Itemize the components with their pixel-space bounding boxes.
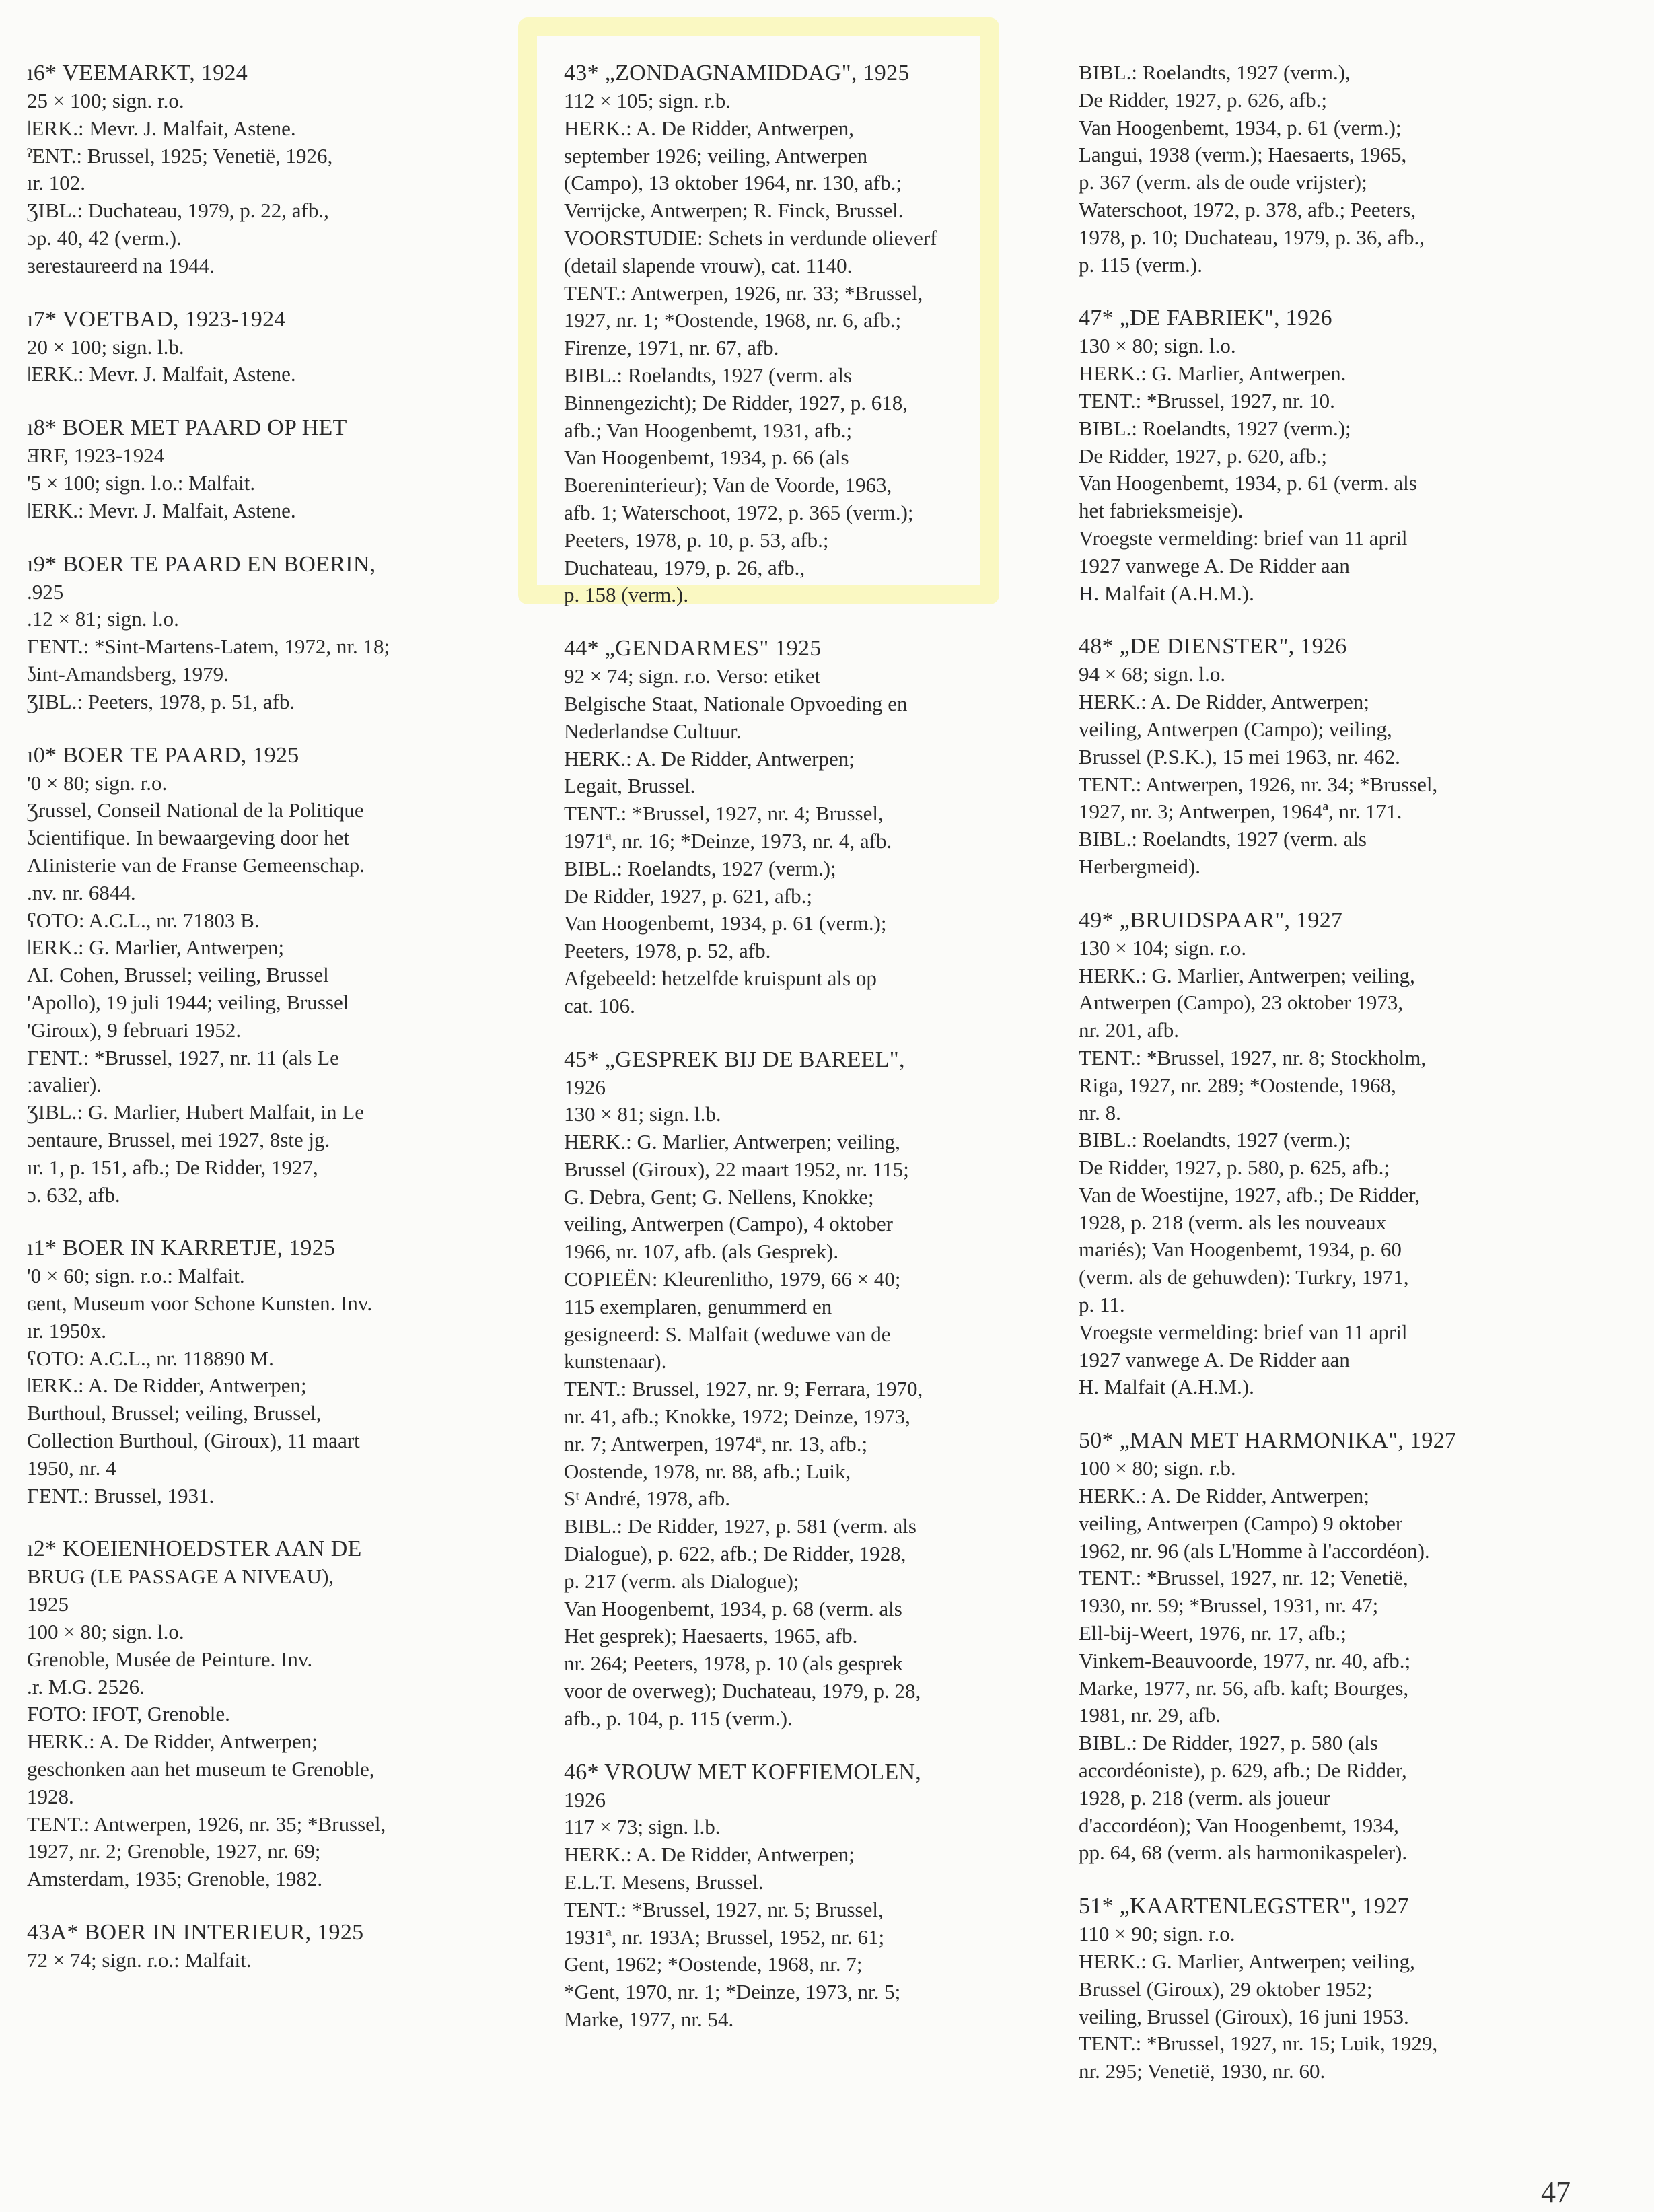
entry-title: 47* „DE FABRIEK", 1926 [1079, 306, 1332, 331]
entry-line: 1981, nr. 29, afb. [1079, 1703, 1221, 1727]
entry-line: 92 × 74; sign. r.o. Verso: etiket [564, 664, 821, 688]
entry-line: BIBL.: Roelandts, 1927 (verm. als [564, 363, 852, 387]
entry-line: Amsterdam, 1935; Grenoble, 1982. [27, 1867, 323, 1891]
entry-line: Van de Woestijne, 1927, afb.; De Ridder, [1079, 1182, 1421, 1207]
entry-line: ɅIinisterie van de Franse Gemeenschap. [27, 853, 365, 877]
entry-line: accordéoniste), p. 629, afb.; De Ridder, [1079, 1758, 1407, 1783]
entry-title: ı0* BOER TE PAARD, 1925 [27, 742, 299, 768]
entry-line: 1927, nr. 3; Antwerpen, 1964ª, nr. 171. [1079, 799, 1402, 824]
entry-line: HERK.: G. Marlier, Antwerpen; veiling, [1079, 963, 1415, 987]
entry-line: (Campo), 13 oktober 1964, nr. 130, afb.; [564, 171, 902, 195]
entry-line: Boereninterieur); Van de Voorde, 1963, [564, 473, 892, 497]
entry-line: Brussel (P.S.K.), 15 mei 1963, nr. 462. [1079, 744, 1400, 769]
entry-title: ı2* KOEIENHOEDSTER AAN DE [27, 1536, 362, 1562]
entry-line: BIBL.: De Ridder, 1927, p. 581 (verm. als [564, 1514, 916, 1538]
catalogue-entry [564, 1758, 1048, 2034]
column-right [1079, 59, 1563, 2111]
catalogue-entry [27, 1535, 511, 1893]
entry-line: afb. 1; Waterschoot, 1972, p. 365 (verm.); [564, 500, 914, 524]
entry-line: Brussel (Giroux), 29 oktober 1952; [1079, 1976, 1373, 2001]
entry-line: FOTO: IFOT, Grenoble. [27, 1702, 230, 1726]
entry-line: p. 158 (verm.). [564, 583, 689, 607]
column-middle [564, 59, 1048, 2059]
entry-line: Dialogue), p. 622, afb.; De Ridder, 1928, [564, 1542, 906, 1566]
entry-line: Gent, 1962; *Oostende, 1968, nr. 7; [564, 1952, 863, 1976]
column-left [27, 59, 511, 2000]
entry-line: ɔentaure, Brussel, mei 1927, 8ste jg. [27, 1127, 330, 1151]
entry-line: De Ridder, 1927, p. 620, afb.; [1079, 443, 1327, 468]
entry-line: TENT.: Antwerpen, 1926, nr. 33; *Brussel, [564, 281, 923, 305]
entry-line: TENT.: *Brussel, 1927, nr. 5; Brussel, [564, 1897, 884, 1921]
entry-line: p. 217 (verm. als Dialogue); [564, 1569, 799, 1593]
entry-line: p. 115 (verm.). [1079, 252, 1202, 277]
entry-line: Van Hoogenbemt, 1934, p. 66 (als [564, 445, 849, 470]
entry-line: ˀENT.: Brussel, 1925; Venetië, 1926, [27, 143, 333, 168]
entry-line: *Gent, 1970, nr. 1; *Deinze, 1973, nr. 5; [564, 1980, 901, 2004]
catalogue-entry [27, 1234, 511, 1509]
entry-line: Firenze, 1971, nr. 67, afb. [564, 336, 779, 360]
entry-line: COPIEËN: Kleurenlitho, 1979, 66 × 40; [564, 1267, 901, 1291]
entry-line: 130 × 81; sign. l.b. [564, 1102, 721, 1127]
entry-line: 1978, p. 10; Duchateau, 1979, p. 36, afb., [1079, 225, 1425, 249]
entry-line: ƷIBL.: Duchateau, 1979, p. 22, afb., [27, 199, 329, 223]
entry-line: .12 × 81; sign. l.o. [27, 607, 179, 631]
entry-line: 1927 vanwege A. De Ridder aan [1079, 1347, 1350, 1371]
entry-line: HERK.: G. Marlier, Antwerpen; veiling, [1079, 1950, 1415, 1974]
entry-line: Ʒrussel, Conseil National de la Politique [27, 798, 364, 822]
entry-line: d'accordéon); Van Hoogenbemt, 1934, [1079, 1813, 1399, 1837]
catalogue-entry [27, 59, 511, 280]
entry-line: BIBL.: Roelandts, 1927 (verm.); [1079, 416, 1351, 440]
entry-line: HERK.: A. De Ridder, Antwerpen; [1079, 690, 1369, 714]
entry-line: G. Debra, Gent; G. Nellens, Knokke; [564, 1184, 874, 1209]
entry-line: Brussel (Giroux), 22 maart 1952, nr. 115; [564, 1157, 909, 1181]
entry-line: ΓENT.: Brussel, 1931. [27, 1483, 215, 1507]
entry-line: BRUG (LE PASSAGE A NIVEAU), [27, 1565, 334, 1589]
entry-line: veiling, Antwerpen (Campo), 4 oktober [564, 1212, 894, 1236]
entry-line: '0 × 60; sign. r.o.: Malfait. [27, 1264, 245, 1288]
catalogue-entry [1079, 304, 1563, 607]
entry-line: .r. M.G. 2526. [27, 1674, 145, 1699]
entry-line: '5 × 100; sign. l.o.: Malfait. [27, 470, 256, 495]
entry-line: TENT.: *Brussel, 1927, nr. 15; Luik, 1929, [1079, 2032, 1438, 2056]
entry-title: 50* „MAN MET HARMONIKA", 1927 [1079, 1428, 1457, 1454]
entry-line: TENT.: Antwerpen, 1926, nr. 34; *Brussel, [1079, 772, 1438, 796]
entry-line: afb., p. 104, p. 115 (verm.). [564, 1706, 793, 1730]
catalogue-entry [1079, 633, 1563, 880]
entry-line: gesigneerd: S. Malfait (weduwe van de [564, 1322, 891, 1346]
entry-line: voor de overweg); Duchateau, 1979, p. 28, [564, 1679, 921, 1703]
entry-line: ɢent, Museum voor Schone Kunsten. Inv. [27, 1291, 373, 1316]
entry-line: 'Apollo), 19 juli 1944; veiling, Brussel [27, 990, 349, 1014]
entry-line: 'Giroux), 9 februari 1952. [27, 1018, 242, 1042]
entry-line: nr. 264; Peeters, 1978, p. 10 (als gesprek [564, 1651, 903, 1676]
catalogue-entry [1079, 1427, 1563, 1867]
entry-line: HERK.: G. Marlier, Antwerpen; veiling, [564, 1130, 900, 1154]
catalogue-entry [27, 414, 511, 524]
entry-line: E.L.T. Mesens, Brussel. [564, 1870, 764, 1894]
entry-line: 115 exemplaren, genummerd en [564, 1294, 832, 1318]
catalogue-entry [27, 1919, 511, 1974]
entry-line: 72 × 74; sign. r.o.: Malfait. [27, 1948, 252, 1972]
entry-line: Van Hoogenbemt, 1934, p. 61 (verm. als [1079, 471, 1417, 495]
entry-line: HERK.: A. De Ridder, Antwerpen; [564, 1843, 855, 1867]
entry-line: ΓENT.: *Sint-Martens-Latem, 1972, nr. 18; [27, 635, 390, 659]
entry-line: Collection Burthoul, (Giroux), 11 maart [27, 1429, 360, 1453]
entry-line: HERK.: A. De Ridder, Antwerpen; [564, 746, 855, 771]
catalogue-entry [27, 306, 511, 389]
entry-title: 45* „GESPREK BIJ DE BAREEL", [564, 1046, 905, 1072]
entry-line: Belgische Staat, Nationale Opvoeding en [564, 691, 908, 715]
entry-line: ǀERK.: Mevr. J. Malfait, Astene. [27, 116, 296, 140]
entry-line: cat. 106. [564, 993, 635, 1018]
entry-line: Vroegste vermelding: brief van 11 april [1079, 1320, 1408, 1344]
entry-line: september 1926; veiling, Antwerpen [564, 143, 868, 168]
entry-line: 1926 [564, 1075, 606, 1099]
entry-line: 130 × 80; sign. l.o. [1079, 334, 1236, 358]
entry-line: nr. 295; Venetië, 1930, nr. 60. [1079, 2059, 1326, 2083]
entry-line: 117 × 73; sign. l.b. [564, 1815, 721, 1839]
entry-line: HERK.: G. Marlier, Antwerpen. [1079, 361, 1346, 386]
entry-line: HERK.: A. De Ridder, Antwerpen; [1079, 1484, 1369, 1508]
entry-line: TENT.: *Brussel, 1927, nr. 12; Venetië, [1079, 1566, 1408, 1590]
entry-line: BIBL.: Roelandts, 1927 (verm.); [1079, 1128, 1351, 1152]
entry-line: Van Hoogenbemt, 1934, p. 61 (verm.); [564, 911, 887, 935]
catalogue-entry [564, 59, 1048, 609]
entry-line: Herbergmeid). [1079, 854, 1201, 878]
entry-title: ı8* BOER MET PAARD OP HET [27, 415, 347, 441]
entry-line: 100 × 80; sign. r.b. [1079, 1456, 1236, 1480]
entry-line: 1962, nr. 96 (als L'Homme à l'accordéon). [1079, 1538, 1430, 1563]
entry-line: 1926 [564, 1787, 606, 1812]
entry-line: 1928, p. 218 (verm. als joueur [1079, 1785, 1330, 1810]
entry-line: ǀERK.: Mevr. J. Malfait, Astene. [27, 362, 296, 386]
entry-line: TENT.: Antwerpen, 1926, nr. 35; *Brussel, [27, 1812, 386, 1836]
entry-line: ΓENT.: *Brussel, 1927, nr. 11 (als Le [27, 1045, 339, 1069]
entry-line: BIBL.: De Ridder, 1927, p. 580 (als [1079, 1731, 1378, 1755]
entry-line: 1966, nr. 107, afb. (als Gesprek). [564, 1240, 839, 1264]
entry-line: Grenoble, Musée de Peinture. Inv. [27, 1647, 313, 1671]
entry-line: ır. 102. [27, 171, 85, 195]
entry-line: De Ridder, 1927, p. 621, afb.; [564, 884, 812, 908]
entry-line: Legait, Brussel. [564, 774, 696, 798]
entry-line: nr. 41, afb.; Knokke, 1972; Deinze, 1973, [564, 1404, 910, 1429]
entry-line: nr. 7; Antwerpen, 1974ª, nr. 13, afb.; [564, 1431, 868, 1456]
entry-line: 110 × 90; sign. r.o. [1079, 1922, 1235, 1946]
entry-line: 1927 vanwege A. De Ridder aan [1079, 553, 1350, 577]
entry-line: 1928, p. 218 (verm. als les nouveaux [1079, 1210, 1387, 1234]
entry-line: Vroegste vermelding: brief van 11 april [1079, 526, 1408, 550]
entry-line: Nederlandse Cultuur. [564, 719, 742, 743]
entry-line: Van Hoogenbemt, 1934, p. 61 (verm.); [1079, 115, 1402, 139]
entry-line: BIBL.: Roelandts, 1927 (verm. als [1079, 827, 1367, 851]
catalogue-entry [27, 742, 511, 1209]
catalogue-entry [27, 550, 511, 716]
entry-line: .925 [27, 579, 64, 604]
entry-line: ʖcientifique. In bewaargeving door het [27, 826, 349, 850]
entry-title: 44* „GENDARMES" 1925 [564, 636, 822, 662]
entry-line: TENT.: Brussel, 1927, nr. 9; Ferrara, 1970, [564, 1377, 923, 1401]
entry-line: veiling, Brussel (Giroux), 16 juni 1953. [1079, 2004, 1409, 2028]
entry-line: Burthoul, Brussel; veiling, Brussel, [27, 1401, 322, 1425]
catalogue-entry [1079, 906, 1563, 1402]
entry-line: kunstenaar). [564, 1349, 667, 1373]
entry-line: ɅI. Cohen, Brussel; veiling, Brussel [27, 963, 329, 987]
entry-line: Marke, 1977, nr. 54. [564, 2007, 734, 2031]
entry-line: Verrijcke, Antwerpen; R. Finck, Brussel. [564, 199, 904, 223]
entry-title: 46* VROUW MET KOFFIEMOLEN, [564, 1759, 922, 1785]
entry-line: ır. 1950x. [27, 1318, 106, 1343]
entry-line: 25 × 100; sign. r.o. [27, 89, 184, 112]
entry-line: Sᵗ André, 1978, afb. [564, 1487, 731, 1511]
entry-line: BIBL.: Roelandts, 1927 (verm.), [1079, 61, 1351, 84]
entry-line: De Ridder, 1927, p. 580, p. 625, afb.; [1079, 1155, 1390, 1180]
page-number: 47 [1541, 2176, 1571, 2209]
entry-line: TENT.: *Brussel, 1927, nr. 4; Brussel, [564, 801, 884, 826]
entry-line: 1950, nr. 4 [27, 1456, 116, 1480]
entry-line: ʖint-Amandsberg, 1979. [27, 662, 229, 686]
entry-line: Riga, 1927, nr. 289; *Oostende, 1968, [1079, 1073, 1396, 1097]
entry-line: Waterschoot, 1972, p. 378, afb.; Peeters, [1079, 197, 1416, 221]
entry-line: veiling, Antwerpen (Campo) 9 oktober [1079, 1511, 1403, 1535]
catalogue-entry [564, 635, 1048, 1020]
entry-line: Afgebeeld: hetzelfde kruispunt als op [564, 966, 877, 990]
entry-line: VOORSTUDIE: Schets in verdunde olieverf [564, 225, 937, 250]
entry-line: ǀERK.: G. Marlier, Antwerpen; [27, 935, 285, 960]
entry-line: ǀERK.: A. De Ridder, Antwerpen; [27, 1373, 307, 1398]
catalogue-entry [1079, 59, 1563, 279]
entry-line: ɔ. 632, afb. [27, 1182, 120, 1207]
entry-line: (detail slapende vrouw), cat. 1140. [564, 253, 853, 277]
entry-line: ƎRF, 1923-1924 [27, 443, 165, 468]
entry-line: p. 367 (verm. als de oude vrijster); [1079, 170, 1367, 194]
entry-line: ːavalier). [27, 1073, 102, 1097]
entry-line: BIBL.: Roelandts, 1927 (verm.); [564, 856, 836, 880]
entry-line: HERK.: A. De Ridder, Antwerpen; [27, 1729, 318, 1754]
entry-line: ɔp. 40, 42 (verm.). [27, 225, 182, 250]
entry-line: ƷIBL.: Peeters, 1978, p. 51, afb. [27, 689, 295, 713]
entry-line: Marke, 1977, nr. 56, afb. kaft; Bourges, [1079, 1676, 1409, 1700]
catalogue-entry [564, 1046, 1048, 1733]
entry-line: Peeters, 1978, p. 10, p. 53, afb.; [564, 528, 829, 552]
entry-line: (verm. als de gehuwden): Turkry, 1971, [1079, 1265, 1409, 1289]
entry-line: Ell-bij-Weert, 1976, nr. 17, afb.; [1079, 1621, 1346, 1645]
entry-line: geschonken aan het museum te Grenoble, [27, 1757, 375, 1781]
entry-line: ʕOTO: A.C.L., nr. 118890 M. [27, 1346, 274, 1370]
entry-title: 43A* BOER IN INTERIEUR, 1925 [27, 1920, 364, 1946]
entry-line: Duchateau, 1979, p. 26, afb., [564, 555, 805, 579]
entry-line: Langui, 1938 (verm.); Haesaerts, 1965, [1079, 143, 1407, 167]
entry-title: ı9* BOER TE PAARD EN BOERIN, [27, 551, 376, 577]
entry-line: Antwerpen (Campo), 23 oktober 1973, [1079, 991, 1404, 1015]
entry-line: Peeters, 1978, p. 52, afb. [564, 939, 771, 963]
entry-line: 1971ª, nr. 16; *Deinze, 1973, nr. 4, afb. [564, 828, 892, 853]
entry-title: ı1* BOER IN KARRETJE, 1925 [27, 1236, 336, 1261]
entry-line: TENT.: *Brussel, 1927, nr. 8; Stockholm, [1079, 1045, 1427, 1069]
entry-line: 130 × 104; sign. r.o. [1079, 935, 1247, 960]
entry-line: p. 11. [1079, 1293, 1125, 1317]
entry-line: ǀERK.: Mevr. J. Malfait, Astene. [27, 498, 296, 522]
entry-line: 94 × 68; sign. l.o. [1079, 662, 1226, 686]
entry-line: afb.; Van Hoogenbemt, 1931, afb.; [564, 418, 853, 442]
entry-line: .nv. nr. 6844. [27, 880, 136, 904]
entry-line: H. Malfait (A.H.M.). [1079, 1375, 1254, 1399]
entry-line: 1927, nr. 1; *Oostende, 1968, nr. 6, afb.; [564, 308, 902, 332]
entry-line: 1931ª, nr. 193A; Brussel, 1952, nr. 61; [564, 1925, 885, 1949]
entry-title: 51* „KAARTENLEGSTER", 1927 [1079, 1894, 1409, 1919]
entry-line: ɜerestaureerd na 1944. [27, 253, 215, 277]
entry-title: 48* „DE DIENSTER", 1926 [1079, 634, 1347, 659]
entry-line: Vinkem-Beauvoorde, 1977, nr. 40, afb.; [1079, 1648, 1411, 1672]
entry-line: 20 × 100; sign. l.b. [27, 334, 184, 359]
entry-line: Oostende, 1978, nr. 88, afb.; Luik, [564, 1459, 851, 1483]
entry-line: ır. 1, p. 151, afb.; De Ridder, 1927, [27, 1155, 318, 1179]
entry-line: het fabrieksmeisje). [1079, 499, 1244, 523]
entry-line: Van Hoogenbemt, 1934, p. 68 (verm. als [564, 1596, 902, 1620]
entry-title: 43* „ZONDAGNAMIDDAG", 1925 [564, 61, 910, 85]
entry-line: De Ridder, 1927, p. 626, afb.; [1079, 87, 1327, 112]
catalogue-entry [1079, 1892, 1563, 2085]
entry-line: veiling, Antwerpen (Campo); veiling, [1079, 717, 1392, 741]
entry-line: '0 × 80; sign. r.o. [27, 771, 168, 795]
entry-line: ʕOTO: A.C.L., nr. 71803 B. [27, 908, 260, 932]
entry-line: H. Malfait (A.H.M.). [1079, 581, 1254, 605]
entry-line: 112 × 105; sign. r.b. [564, 89, 731, 112]
entry-line: TENT.: *Brussel, 1927, nr. 10. [1079, 388, 1335, 413]
entry-line: Het gesprek); Haesaerts, 1965, afb. [564, 1624, 858, 1648]
entry-line: mariés); Van Hoogenbemt, 1934, p. 60 [1079, 1238, 1402, 1262]
entry-line: HERK.: A. De Ridder, Antwerpen, [564, 116, 854, 140]
entry-line: pp. 64, 68 (verm. als harmonikaspeler). [1079, 1841, 1408, 1865]
entry-line: Binnengezicht); De Ridder, 1927, p. 618, [564, 390, 908, 415]
entry-line: 1928. [27, 1784, 74, 1808]
entry-line: 100 × 80; sign. l.o. [27, 1620, 184, 1644]
entry-line: ƷIBL.: G. Marlier, Hubert Malfait, in Le [27, 1100, 364, 1125]
entry-title: 49* „BRUIDSPAAR", 1927 [1079, 907, 1343, 933]
entry-title: ı6* VEEMARKT, 1924 [27, 61, 248, 85]
entry-line: 1927, nr. 2; Grenoble, 1927, nr. 69; [27, 1839, 321, 1863]
entry-line: 1925 [27, 1592, 69, 1616]
entry-line: nr. 8. [1079, 1100, 1121, 1125]
entry-line: nr. 201, afb. [1079, 1018, 1179, 1042]
entry-line: 1930, nr. 59; *Brussel, 1931, nr. 47; [1079, 1594, 1379, 1618]
entry-title: ı7* VOETBAD, 1923-1924 [27, 306, 286, 332]
